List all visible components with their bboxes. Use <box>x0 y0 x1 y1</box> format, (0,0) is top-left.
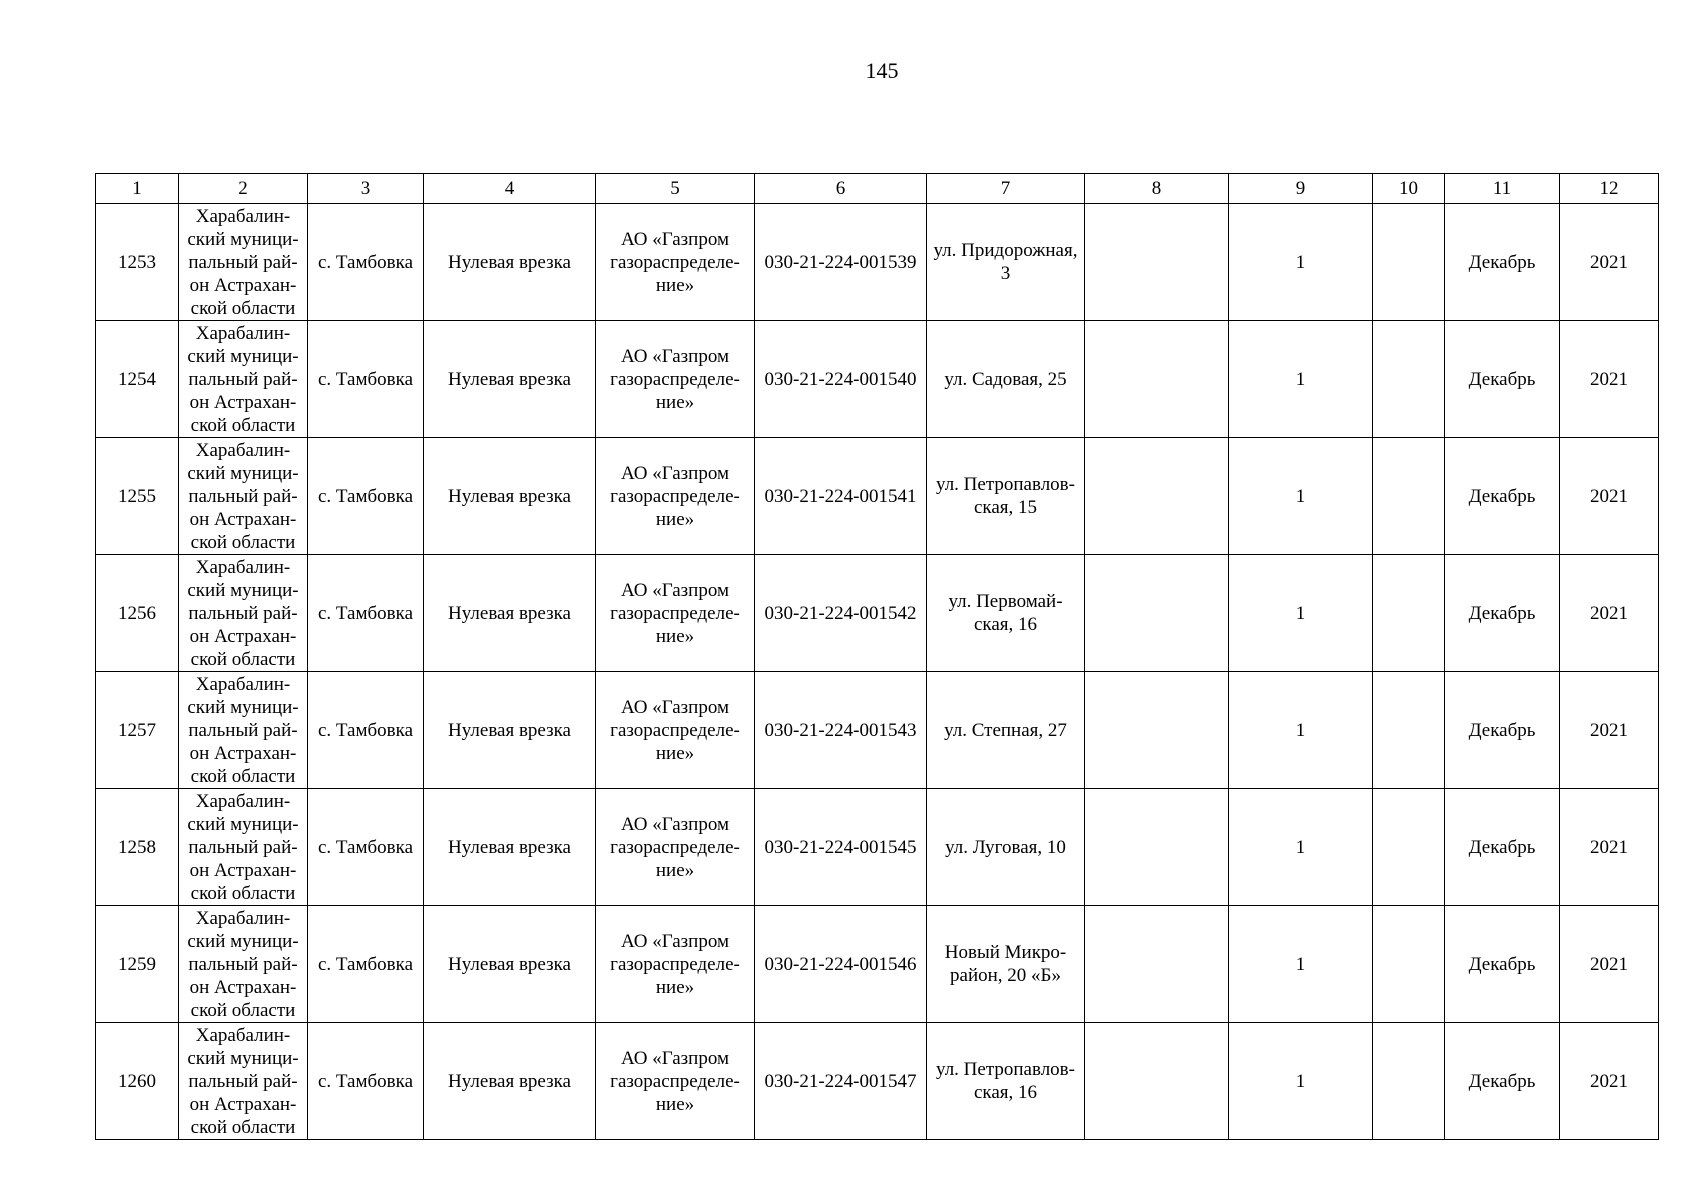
month-cell: Декабрь <box>1445 438 1560 555</box>
year-cell: 2021 <box>1560 204 1659 321</box>
column-9-cell: 1 <box>1229 789 1373 906</box>
header-cell: 5 <box>596 174 755 204</box>
address-cell: ул. Придорожная, 3 <box>927 204 1085 321</box>
operator-cell: АО «Газпром газораспределе- ние» <box>596 321 755 438</box>
table-row <box>96 555 1659 672</box>
settlement-cell: с. Тамбовка <box>308 321 424 438</box>
month-cell: Декабрь <box>1445 321 1560 438</box>
column-9-cell: 1 <box>1229 438 1373 555</box>
month-cell: Декабрь <box>1445 555 1560 672</box>
row-number-cell: 1255 <box>96 438 179 555</box>
header-cell: 4 <box>424 174 596 204</box>
settlement-cell: с. Тамбовка <box>308 672 424 789</box>
table-row <box>96 672 1659 789</box>
municipality-cell: Харабалин- ский муници- пальный рай- он Астрахан- ской области <box>179 438 308 555</box>
settlement-cell: с. Тамбовка <box>308 555 424 672</box>
column-10-cell <box>1373 204 1445 321</box>
permit-number-cell: 030-21-224-001542 <box>755 555 927 672</box>
permit-number-cell: 030-21-224-001541 <box>755 438 927 555</box>
year-cell: 2021 <box>1560 789 1659 906</box>
header-cell: 1 <box>96 174 179 204</box>
column-8-cell <box>1085 204 1229 321</box>
table-row <box>96 906 1659 1023</box>
header-cell: 7 <box>927 174 1085 204</box>
address-cell: ул. Петропавлов- ская, 16 <box>927 1023 1085 1140</box>
operator-cell: АО «Газпром газораспределе- ние» <box>596 204 755 321</box>
column-9-cell: 1 <box>1229 555 1373 672</box>
settlement-cell: с. Тамбовка <box>308 789 424 906</box>
address-cell: ул. Луговая, 10 <box>927 789 1085 906</box>
row-number-cell: 1253 <box>96 204 179 321</box>
settlement-cell: с. Тамбовка <box>308 906 424 1023</box>
operator-cell: АО «Газпром газораспределе- ние» <box>596 1023 755 1140</box>
column-8-cell <box>1085 438 1229 555</box>
column-10-cell <box>1373 789 1445 906</box>
permit-number-cell: 030-21-224-001539 <box>755 204 927 321</box>
column-10-cell <box>1373 438 1445 555</box>
operator-cell: АО «Газпром газораспределе- ние» <box>596 438 755 555</box>
month-cell: Декабрь <box>1445 204 1560 321</box>
column-10-cell <box>1373 321 1445 438</box>
column-8-cell <box>1085 321 1229 438</box>
row-number-cell: 1259 <box>96 906 179 1023</box>
column-8-cell <box>1085 789 1229 906</box>
column-8-cell <box>1085 1023 1229 1140</box>
address-cell: ул. Первомай- ская, 16 <box>927 555 1085 672</box>
year-cell: 2021 <box>1560 1023 1659 1140</box>
row-number-cell: 1257 <box>96 672 179 789</box>
column-9-cell: 1 <box>1229 204 1373 321</box>
connection-type-cell: Нулевая врезка <box>424 906 596 1023</box>
operator-cell: АО «Газпром газораспределе- ние» <box>596 906 755 1023</box>
header-cell: 3 <box>308 174 424 204</box>
permit-number-cell: 030-21-224-001543 <box>755 672 927 789</box>
year-cell: 2021 <box>1560 555 1659 672</box>
month-cell: Декабрь <box>1445 672 1560 789</box>
operator-cell: АО «Газпром газораспределе- ние» <box>596 672 755 789</box>
municipality-cell: Харабалин- ский муници- пальный рай- он Астрахан- ской области <box>179 906 308 1023</box>
column-10-cell <box>1373 1023 1445 1140</box>
connection-type-cell: Нулевая врезка <box>424 789 596 906</box>
permit-number-cell: 030-21-224-001547 <box>755 1023 927 1140</box>
municipality-cell: Харабалин- ский муници- пальный рай- он Астрахан- ской области <box>179 555 308 672</box>
connection-type-cell: Нулевая врезка <box>424 672 596 789</box>
gas-connection-table <box>95 173 1659 1140</box>
header-row <box>96 174 1659 204</box>
address-cell: ул. Петропавлов- ская, 15 <box>927 438 1085 555</box>
column-9-cell: 1 <box>1229 672 1373 789</box>
year-cell: 2021 <box>1560 321 1659 438</box>
column-10-cell <box>1373 555 1445 672</box>
year-cell: 2021 <box>1560 906 1659 1023</box>
page-number: 145 <box>865 58 899 83</box>
settlement-cell: с. Тамбовка <box>308 204 424 321</box>
municipality-cell: Харабалин- ский муници- пальный рай- он Астрахан- ской области <box>179 672 308 789</box>
table-row <box>96 438 1659 555</box>
connection-type-cell: Нулевая врезка <box>424 204 596 321</box>
operator-cell: АО «Газпром газораспределе- ние» <box>596 555 755 672</box>
settlement-cell: с. Тамбовка <box>308 1023 424 1140</box>
connection-type-cell: Нулевая врезка <box>424 555 596 672</box>
header-cell: 9 <box>1229 174 1373 204</box>
column-9-cell: 1 <box>1229 321 1373 438</box>
municipality-cell: Харабалин- ский муници- пальный рай- он Астрахан- ской области <box>179 321 308 438</box>
row-number-cell: 1258 <box>96 789 179 906</box>
header-cell: 6 <box>755 174 927 204</box>
settlement-cell: с. Тамбовка <box>308 438 424 555</box>
connection-type-cell: Нулевая врезка <box>424 321 596 438</box>
table-row <box>96 321 1659 438</box>
row-number-cell: 1254 <box>96 321 179 438</box>
column-8-cell <box>1085 672 1229 789</box>
column-8-cell <box>1085 906 1229 1023</box>
permit-number-cell: 030-21-224-001545 <box>755 789 927 906</box>
municipality-cell: Харабалин- ский муници- пальный рай- он Астрахан- ской области <box>179 1023 308 1140</box>
connection-type-cell: Нулевая врезка <box>424 1023 596 1140</box>
month-cell: Декабрь <box>1445 1023 1560 1140</box>
header-cell: 11 <box>1445 174 1560 204</box>
month-cell: Декабрь <box>1445 906 1560 1023</box>
year-cell: 2021 <box>1560 672 1659 789</box>
column-10-cell <box>1373 672 1445 789</box>
row-number-cell: 1256 <box>96 555 179 672</box>
address-cell: ул. Садовая, 25 <box>927 321 1085 438</box>
column-8-cell <box>1085 555 1229 672</box>
table-row <box>96 789 1659 906</box>
column-10-cell <box>1373 906 1445 1023</box>
header-cell: 2 <box>179 174 308 204</box>
permit-number-cell: 030-21-224-001546 <box>755 906 927 1023</box>
column-9-cell: 1 <box>1229 906 1373 1023</box>
municipality-cell: Харабалин- ский муници- пальный рай- он Астрахан- ской области <box>179 789 308 906</box>
year-cell: 2021 <box>1560 438 1659 555</box>
table-row <box>96 1023 1659 1140</box>
municipality-cell: Харабалин- ский муници- пальный рай- он Астрахан- ской области <box>179 204 308 321</box>
header-cell: 10 <box>1373 174 1445 204</box>
permit-number-cell: 030-21-224-001540 <box>755 321 927 438</box>
operator-cell: АО «Газпром газораспределе- ние» <box>596 789 755 906</box>
table-row <box>96 204 1659 321</box>
row-number-cell: 1260 <box>96 1023 179 1140</box>
header-cell: 8 <box>1085 174 1229 204</box>
connection-type-cell: Нулевая врезка <box>424 438 596 555</box>
address-cell: Новый Микро- район, 20 «Б» <box>927 906 1085 1023</box>
month-cell: Декабрь <box>1445 789 1560 906</box>
header-cell: 12 <box>1560 174 1659 204</box>
column-9-cell: 1 <box>1229 1023 1373 1140</box>
address-cell: ул. Степная, 27 <box>927 672 1085 789</box>
